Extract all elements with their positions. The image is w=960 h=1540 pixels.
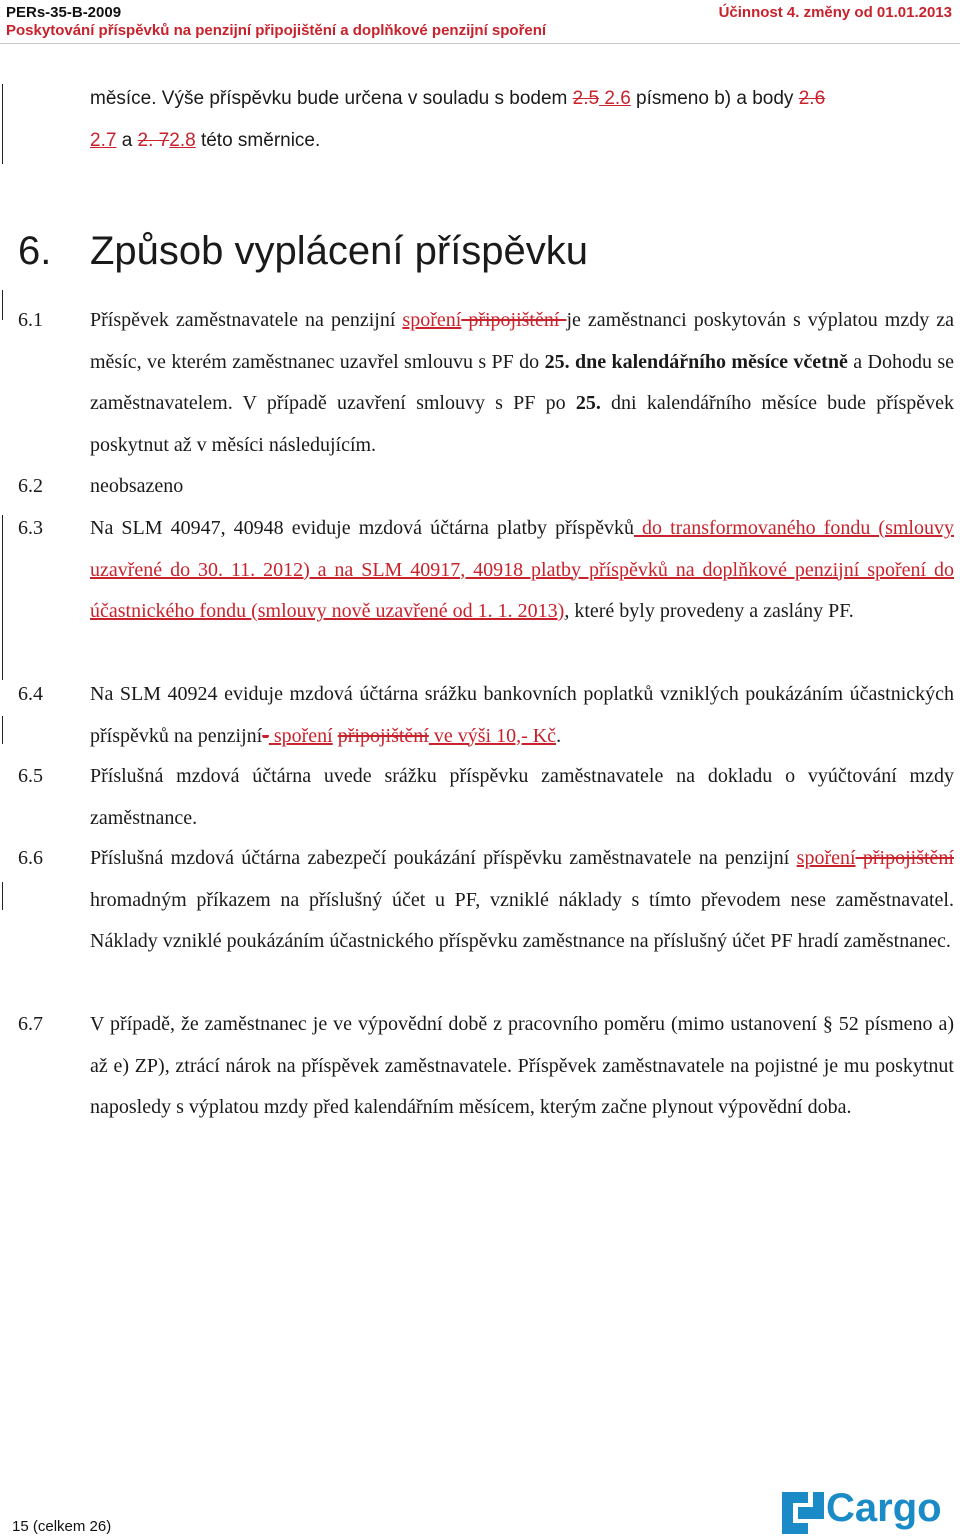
section-number: 6.: [18, 229, 52, 273]
item-number: 6.3: [18, 517, 43, 539]
document-id: PERs-35-B-2009: [6, 4, 122, 21]
effective-date: Účinnost 4. změny od 01.01.2013: [718, 4, 952, 21]
item-number: 6.6: [18, 847, 43, 869]
change-bar: [2, 716, 3, 744]
page-number: 15 (celkem 26): [12, 1518, 112, 1535]
item-number: 6.1: [18, 309, 43, 331]
cargo-logo-icon: [782, 1492, 824, 1534]
paragraph-6-7: V případě, že zaměstnanec je ve výpovědní době z pracovního poměru (mimo ustanovení § 52 písmeno a) až e) ZP), ztrácí nárok na příspěvek zaměstnavatele. Příspěvek zaměstnavatele na pojistné je mu poskytnut naposledy s výplatou mzdy před kalendářním měsícem, kterým začne plynout výpovědní doba.: [90, 1013, 954, 1118]
item-number: 6.2: [18, 475, 43, 497]
change-bar: [2, 882, 3, 910]
section-heading: [18, 229, 588, 274]
item-number: 6.5: [18, 765, 43, 787]
paragraph-6-4: Na SLM 40924 eviduje mzdová účtárna srážku bankovních poplatků vzniklých poukázáním účastnických příspěvků na penzijní- spoření připojištění ve výši 10,- Kč.: [90, 683, 954, 747]
item-number: 6.7: [18, 1013, 43, 1035]
change-bar: [2, 515, 3, 680]
paragraph-6-3: Na SLM 40947, 40948 eviduje mzdová účtárna platby příspěvků do transformovaného fondu (smlouvy uzavřené do 30. 11. 2012) a na SLM 40917, 40918 platby příspěvků na doplňkové penzijní spoření do účastnického fondu (smlouvy nově uzavřené od 1. 1. 2013), které byly provedeny a zaslány PF.: [90, 517, 954, 622]
intro-paragraph: měsíce. Výše příspěvku bude určena v souladu s bodem 2.5 2.6 písmeno b) a body 2.6 2.7 a 2. 72.8 této směrnice.: [90, 88, 826, 151]
section-title: Způsob vyplácení příspěvku: [90, 229, 589, 273]
paragraph-6-1: Příspěvek zaměstnavatele na penzijní spoření připojištění je zaměstnanci poskytován s výplatou mzdy za měsíc, ve kterém zaměstnanec uzavřel smlouvu s PF do 25. dne kalendářního měsíce včetně a Dohodu se zaměstnavatelem. V případě uzavření smlouvy s PF po 25. dni kalendářního měsíce bude příspěvek poskytnut až v měsíci následujícím.: [90, 309, 955, 456]
change-bar: [2, 84, 3, 164]
document-title: Poskytování příspěvků na penzijní připojištění a doplňkové penzijní spoření: [6, 22, 547, 39]
cargo-logo: [782, 1486, 958, 1536]
page-header: [0, 0, 960, 44]
paragraph-6-6: Příslušná mzdová účtárna zabezpečí poukázání příspěvku zaměstnavatele na penzijní spoření připojištění hromadným příkazem na příslušný účet u PF, vzniklé náklady s tímto převodem nese zaměstnavatel. Náklady vzniklé poukázáním účastnického příspěvku zaměstnance na příslušný účet PF hradí zaměstnanec.: [90, 847, 954, 952]
change-bar: [2, 290, 3, 320]
logo-wordmark: Cargo: [826, 1486, 942, 1530]
paragraph-6-2: neobsazeno: [90, 475, 184, 497]
item-number: 6.4: [18, 683, 43, 705]
paragraph-6-5: Příslušná mzdová účtárna uvede srážku příspěvku zaměstnavatele na dokladu o vyúčtování mzdy zaměstnance.: [90, 765, 954, 829]
